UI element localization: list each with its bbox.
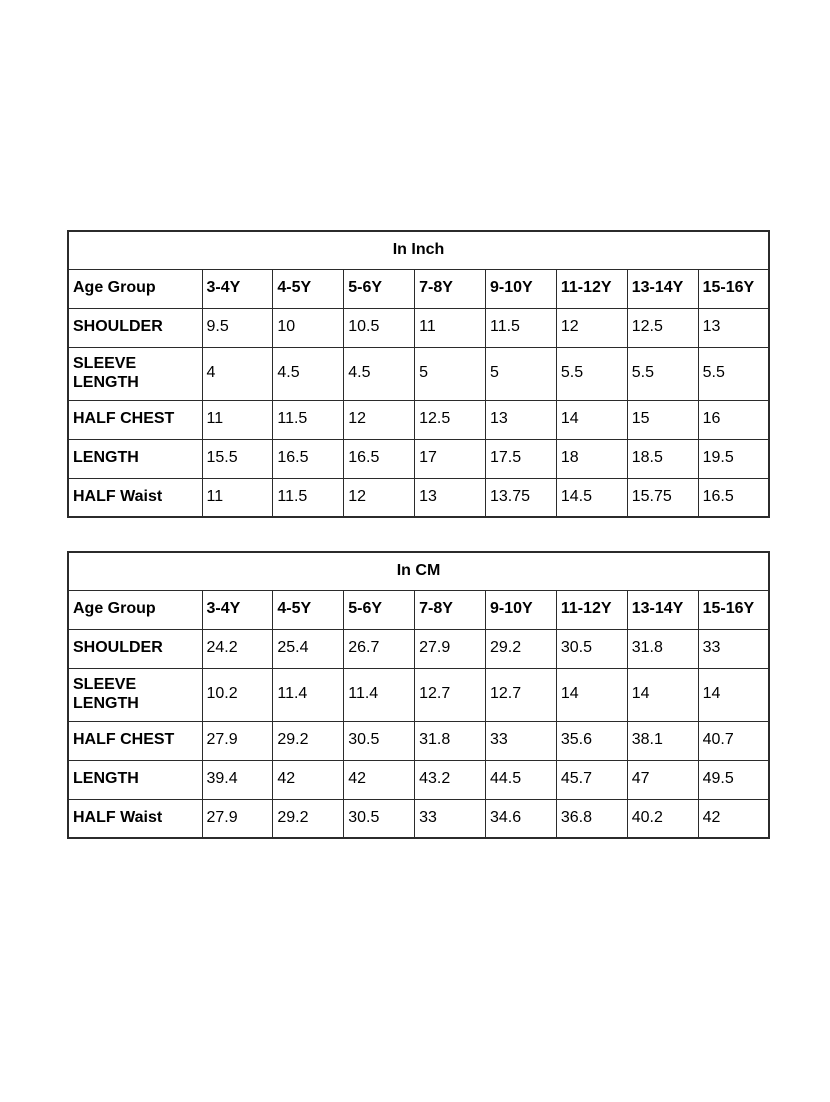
cell-value: 15.5: [202, 439, 273, 478]
cell-value: 12.5: [415, 400, 486, 439]
table-row: [68, 400, 769, 439]
row-label: [68, 308, 202, 347]
age-group-header: Age Group: [68, 590, 202, 629]
cell-value: 35.6: [556, 721, 627, 760]
cell-value: 12: [344, 400, 415, 439]
row-label: [68, 668, 202, 721]
cell-value: 4: [202, 347, 273, 400]
cell-value: 15.75: [627, 478, 698, 517]
cell-value: 10.2: [202, 668, 273, 721]
cell-value: 27.9: [202, 799, 273, 838]
cell-value: 39.4: [202, 760, 273, 799]
column-header: 13-14Y: [627, 590, 698, 629]
cell-value: 4.5: [344, 347, 415, 400]
column-header: 11-12Y: [556, 590, 627, 629]
cell-value: 42: [344, 760, 415, 799]
column-header: 3-4Y: [202, 269, 273, 308]
row-label: [68, 400, 202, 439]
cell-value: 34.6: [486, 799, 557, 838]
cell-value: 33: [698, 629, 769, 668]
row-label: [68, 629, 202, 668]
cell-value: 38.1: [627, 721, 698, 760]
cell-value: 36.8: [556, 799, 627, 838]
cell-value: 5.5: [698, 347, 769, 400]
cell-value: 13.75: [486, 478, 557, 517]
cell-value: 18: [556, 439, 627, 478]
cell-value: 11: [415, 308, 486, 347]
table-row: [68, 629, 769, 668]
cell-value: 11: [202, 478, 273, 517]
column-header: 15-16Y: [698, 269, 769, 308]
column-header: 5-6Y: [344, 590, 415, 629]
table-title: In Inch: [68, 231, 769, 269]
cell-value: 11.4: [344, 668, 415, 721]
cell-value: 15: [627, 400, 698, 439]
row-label-text: SHOULDER: [73, 639, 163, 657]
cell-value: 44.5: [486, 760, 557, 799]
cell-value: 49.5: [698, 760, 769, 799]
cell-value: 12.5: [627, 308, 698, 347]
cell-value: 14.5: [556, 478, 627, 517]
cell-value: 12.7: [415, 668, 486, 721]
table-row: [68, 668, 769, 721]
cell-value: 14: [698, 668, 769, 721]
row-label-text: HALF CHEST: [73, 410, 175, 428]
row-label-text: HALF CHEST: [73, 731, 175, 749]
cell-value: 16.5: [273, 439, 344, 478]
cell-value: 14: [556, 400, 627, 439]
cell-value: 17: [415, 439, 486, 478]
column-header: 11-12Y: [556, 269, 627, 308]
row-label-text: SHOULDER: [73, 318, 163, 336]
table-row: [68, 799, 769, 838]
cell-value: 47: [627, 760, 698, 799]
row-label: [68, 439, 202, 478]
cell-value: 24.2: [202, 629, 273, 668]
cell-value: 5: [415, 347, 486, 400]
table-row: [68, 760, 769, 799]
cell-value: 9.5: [202, 308, 273, 347]
cell-value: 18.5: [627, 439, 698, 478]
cell-value: 40.7: [698, 721, 769, 760]
cell-value: 5.5: [556, 347, 627, 400]
row-label: [68, 347, 202, 400]
cell-value: 29.2: [273, 721, 344, 760]
table-title-row: [68, 552, 769, 590]
cell-value: 12.7: [486, 668, 557, 721]
cell-value: 42: [698, 799, 769, 838]
row-label-text: LENGTH: [73, 449, 139, 467]
row-label-text: LENGTH: [73, 770, 139, 788]
cell-value: 10.5: [344, 308, 415, 347]
cell-value: 13: [486, 400, 557, 439]
cell-value: 12: [344, 478, 415, 517]
size-table-cm: [67, 551, 770, 839]
cell-value: 31.8: [627, 629, 698, 668]
cell-value: 27.9: [415, 629, 486, 668]
cell-value: 27.9: [202, 721, 273, 760]
cell-value: 12: [556, 308, 627, 347]
column-header: 7-8Y: [415, 590, 486, 629]
cell-value: 42: [273, 760, 344, 799]
cell-value: 10: [273, 308, 344, 347]
column-header: 9-10Y: [486, 590, 557, 629]
cell-value: 14: [627, 668, 698, 721]
column-header: 9-10Y: [486, 269, 557, 308]
column-header: 4-5Y: [273, 590, 344, 629]
cell-value: 11.5: [486, 308, 557, 347]
cell-value: 11.5: [273, 478, 344, 517]
column-header: 4-5Y: [273, 269, 344, 308]
row-label-text: HALF Waist: [73, 488, 163, 506]
age-group-header: Age Group: [68, 269, 202, 308]
column-header: 13-14Y: [627, 269, 698, 308]
cell-value: 16.5: [344, 439, 415, 478]
column-header-row: [68, 269, 769, 308]
column-header: 3-4Y: [202, 590, 273, 629]
column-header: 7-8Y: [415, 269, 486, 308]
cell-value: 16: [698, 400, 769, 439]
column-header: 15-16Y: [698, 590, 769, 629]
cell-value: 30.5: [344, 721, 415, 760]
cell-value: 29.2: [273, 799, 344, 838]
cell-value: 33: [415, 799, 486, 838]
cell-value: 43.2: [415, 760, 486, 799]
row-label-text: SLEEVE LENGTH: [73, 355, 139, 391]
cell-value: 29.2: [486, 629, 557, 668]
table-row: [68, 721, 769, 760]
cell-value: 11.5: [273, 400, 344, 439]
row-label: [68, 760, 202, 799]
cell-value: 31.8: [415, 721, 486, 760]
row-label-text: SLEEVE LENGTH: [73, 676, 139, 712]
table-title-row: [68, 231, 769, 269]
table-row: [68, 478, 769, 517]
column-header-row: [68, 590, 769, 629]
cell-value: 5.5: [627, 347, 698, 400]
row-label: [68, 478, 202, 517]
cell-value: 25.4: [273, 629, 344, 668]
cell-value: 13: [698, 308, 769, 347]
table-row: [68, 347, 769, 400]
cell-value: 33: [486, 721, 557, 760]
cell-value: 30.5: [344, 799, 415, 838]
table-row: [68, 308, 769, 347]
table-title: In CM: [68, 552, 769, 590]
cell-value: 45.7: [556, 760, 627, 799]
cell-value: 40.2: [627, 799, 698, 838]
column-header: 5-6Y: [344, 269, 415, 308]
cell-value: 17.5: [486, 439, 557, 478]
cell-value: 4.5: [273, 347, 344, 400]
cell-value: 5: [486, 347, 557, 400]
cell-value: 11.4: [273, 668, 344, 721]
cell-value: 13: [415, 478, 486, 517]
row-label: [68, 721, 202, 760]
table-row: [68, 439, 769, 478]
row-label-text: HALF Waist: [73, 809, 163, 827]
cell-value: 11: [202, 400, 273, 439]
row-label: [68, 799, 202, 838]
size-table-inch: [67, 230, 770, 518]
cell-value: 30.5: [556, 629, 627, 668]
cell-value: 14: [556, 668, 627, 721]
cell-value: 26.7: [344, 629, 415, 668]
cell-value: 16.5: [698, 478, 769, 517]
cell-value: 19.5: [698, 439, 769, 478]
